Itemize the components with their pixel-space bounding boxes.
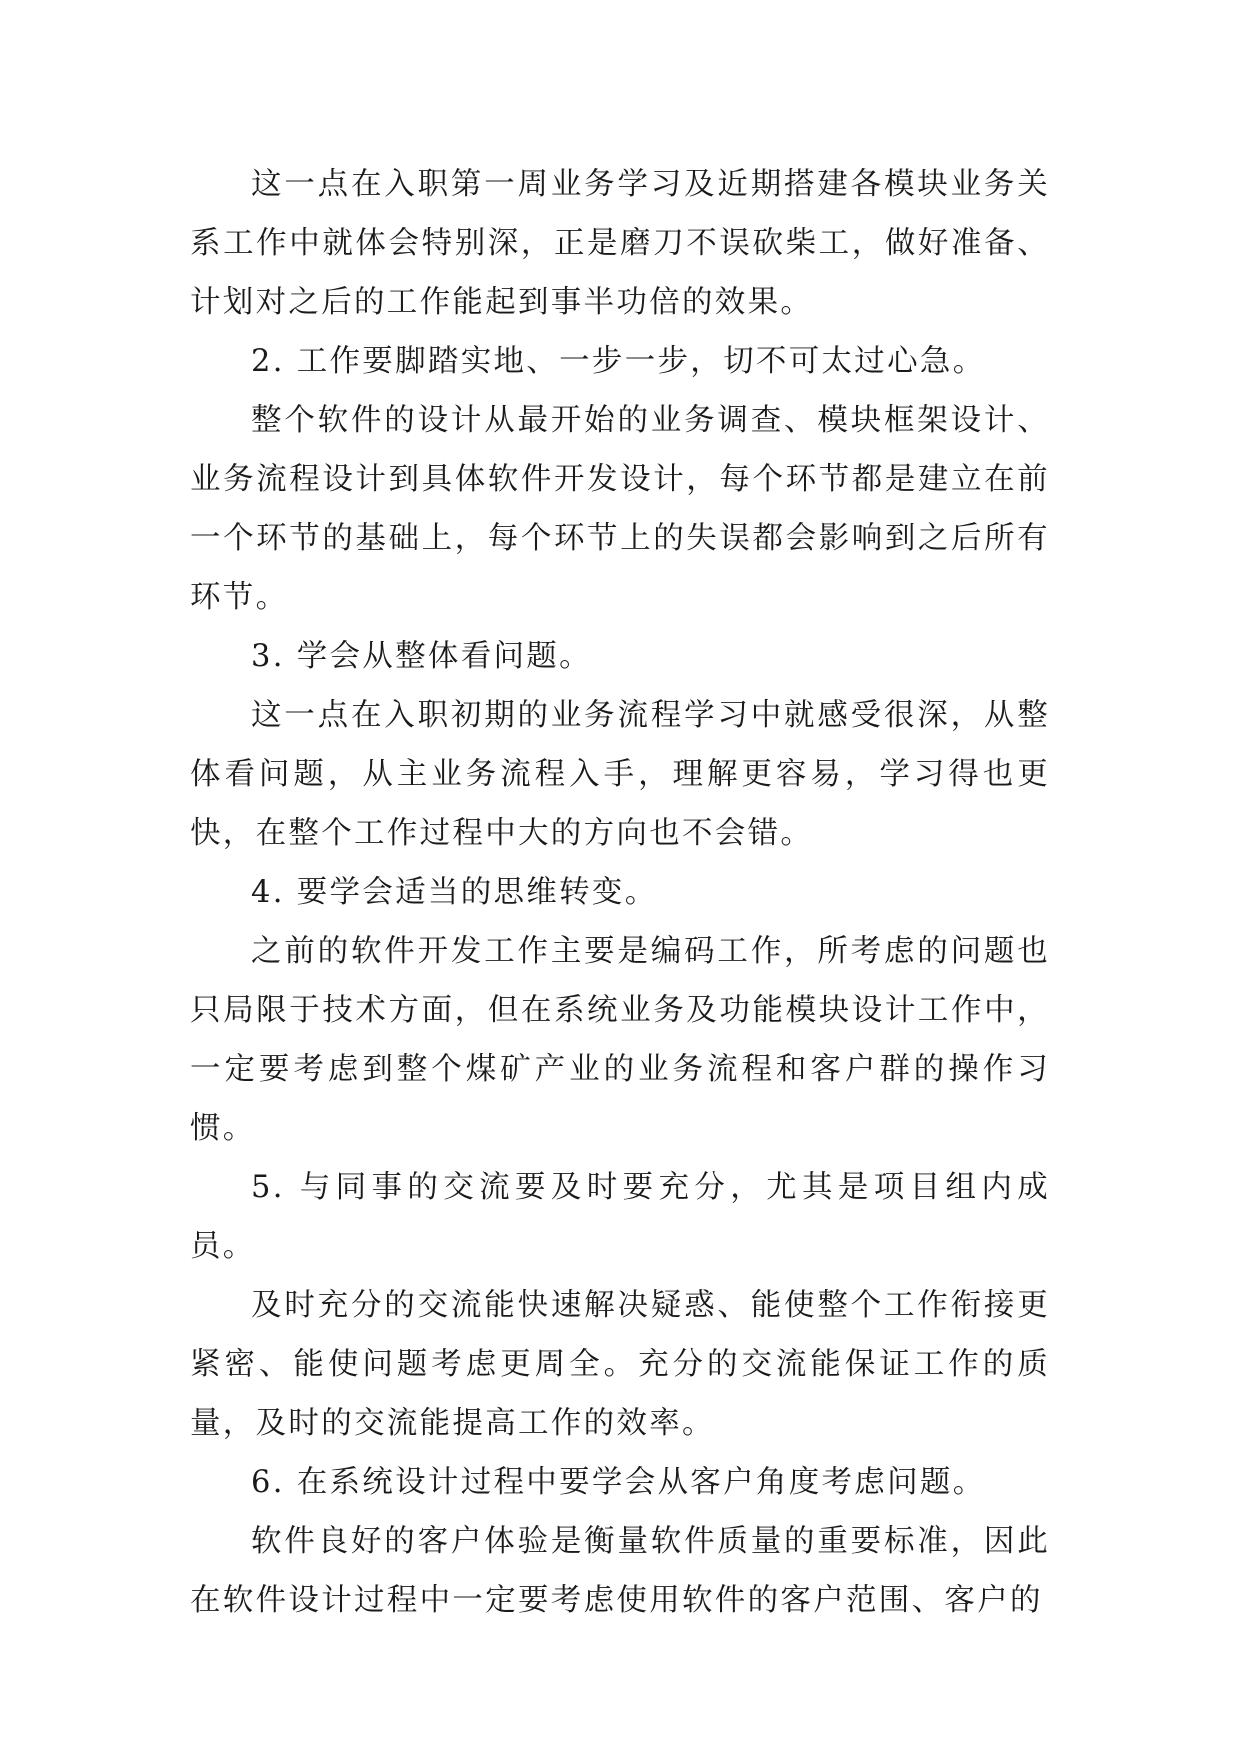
numbered-point-3: 3. 学会从整体看问题。 [251, 639, 592, 674]
body-text [190, 155, 1050, 1630]
paragraph-body: 之前的软件开发工作主要是编码工作，所考虑的问题也只局限于技术方面，但在系统业务及功能模块设计工作中，一定要考虑到整个煤矿产业的业务流程和客户群的操作习惯。 [190, 934, 1050, 1146]
numbered-point-5: 5. 与同事的交流要及时要充分，尤其是项目组内成员。 [190, 1170, 1050, 1264]
paragraph-body: 这一点在入职初期的业务流程学习中就感受很深，从整体看问题，从主业务流程入手，理解更容易，学习得也更快，在整个工作过程中大的方向也不会错。 [190, 698, 1050, 851]
numbered-point-6: 6. 在系统设计过程中要学会从客户角度考虑问题。 [251, 1465, 986, 1500]
paragraph-body: 这一点在入职第一周业务学习及近期搭建各模块业务关系工作中就体会特别深，正是磨刀不误砍柴工，做好准备、计划对之后的工作能起到事半功倍的效果。 [190, 167, 1050, 320]
paragraph-body: 整个软件的设计从最开始的业务调查、模块框架设计、业务流程设计到具体软件开发设计，每个环节都是建立在前一个环节的基础上，每个环节上的失误都会影响到之后所有环节。 [190, 403, 1050, 615]
numbered-point-2: 2. 工作要脚踏实地、一步一步，切不可太过心急。 [251, 344, 986, 379]
paragraph-body: 软件良好的客户体验是衡量软件质量的重要标准，因此在软件设计过程中一定要考虑使用软件的客户范围、客户的 [190, 1524, 1050, 1618]
paragraph-body: 及时充分的交流能快速解决疑惑、能使整个工作衔接更紧密、能使问题考虑更周全。充分的交流能保证工作的质量，及时的交流能提高工作的效率。 [190, 1288, 1050, 1441]
numbered-point-4: 4. 要学会适当的思维转变。 [251, 875, 658, 910]
